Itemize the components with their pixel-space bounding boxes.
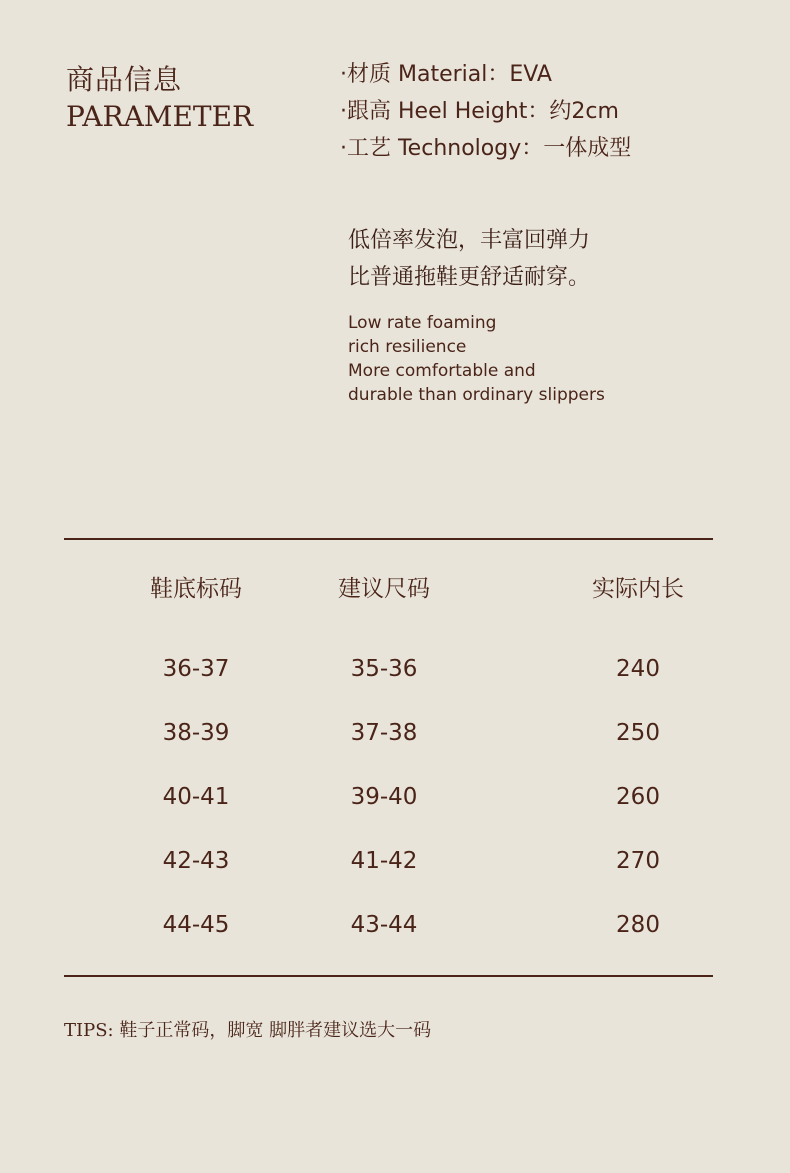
table-row bbox=[64, 720, 713, 760]
param-heel-height: ·跟高 Heel Height：约2cm bbox=[340, 99, 619, 124]
sole-size-cell: 42-43 bbox=[162, 848, 230, 874]
header-inner-length: 实际内长 bbox=[592, 576, 684, 602]
feature-en-line: More comfortable and bbox=[348, 361, 536, 381]
feature-cn bbox=[348, 222, 590, 296]
header-recommended-size: 建议尺码 bbox=[338, 576, 430, 602]
inner-length-cell: 270 bbox=[616, 848, 660, 874]
recommended-size-cell: 39-40 bbox=[350, 784, 418, 810]
feature-cn-line: 比普通拖鞋更舒适耐穿。 bbox=[348, 265, 591, 290]
feature-en-line: durable than ordinary slippers bbox=[348, 385, 605, 405]
param-technology: ·工艺 Technology：一体成型 bbox=[340, 136, 632, 161]
recommended-size-cell: 35-36 bbox=[350, 656, 418, 682]
param-material: ·材质 Material：EVA bbox=[340, 62, 552, 87]
table-row bbox=[64, 784, 713, 824]
inner-length-cell: 260 bbox=[616, 784, 660, 810]
table-row bbox=[64, 848, 713, 888]
table-row bbox=[64, 912, 713, 952]
title-cn: 商品信息 bbox=[66, 63, 183, 96]
tips-note: TIPS: 鞋子正常码，脚宽 脚胖者建议选大一码 bbox=[64, 1020, 432, 1041]
table-header-row bbox=[64, 570, 713, 610]
sole-size-cell: 38-39 bbox=[162, 720, 230, 746]
inner-length-cell: 250 bbox=[616, 720, 660, 746]
table-bottom-rule bbox=[64, 975, 713, 977]
recommended-size-cell: 43-44 bbox=[350, 912, 418, 938]
inner-length-cell: 280 bbox=[616, 912, 660, 938]
parameter-list bbox=[340, 56, 631, 167]
feature-cn-line: 低倍率发泡，丰富回弹力 bbox=[348, 228, 591, 253]
recommended-size-cell: 41-42 bbox=[350, 848, 418, 874]
sole-size-cell: 36-37 bbox=[162, 656, 230, 682]
title-en: PARAMETER bbox=[66, 100, 254, 133]
feature-en-line: Low rate foaming bbox=[348, 313, 497, 333]
feature-en bbox=[348, 311, 605, 407]
inner-length-cell: 240 bbox=[616, 656, 660, 682]
feature-en-line: rich resilience bbox=[348, 337, 467, 357]
table-top-rule bbox=[64, 538, 713, 540]
sole-size-cell: 44-45 bbox=[162, 912, 230, 938]
header-sole-size: 鞋底标码 bbox=[150, 576, 242, 602]
recommended-size-cell: 37-38 bbox=[350, 720, 418, 746]
sole-size-cell: 40-41 bbox=[162, 784, 230, 810]
table-row bbox=[64, 656, 713, 696]
